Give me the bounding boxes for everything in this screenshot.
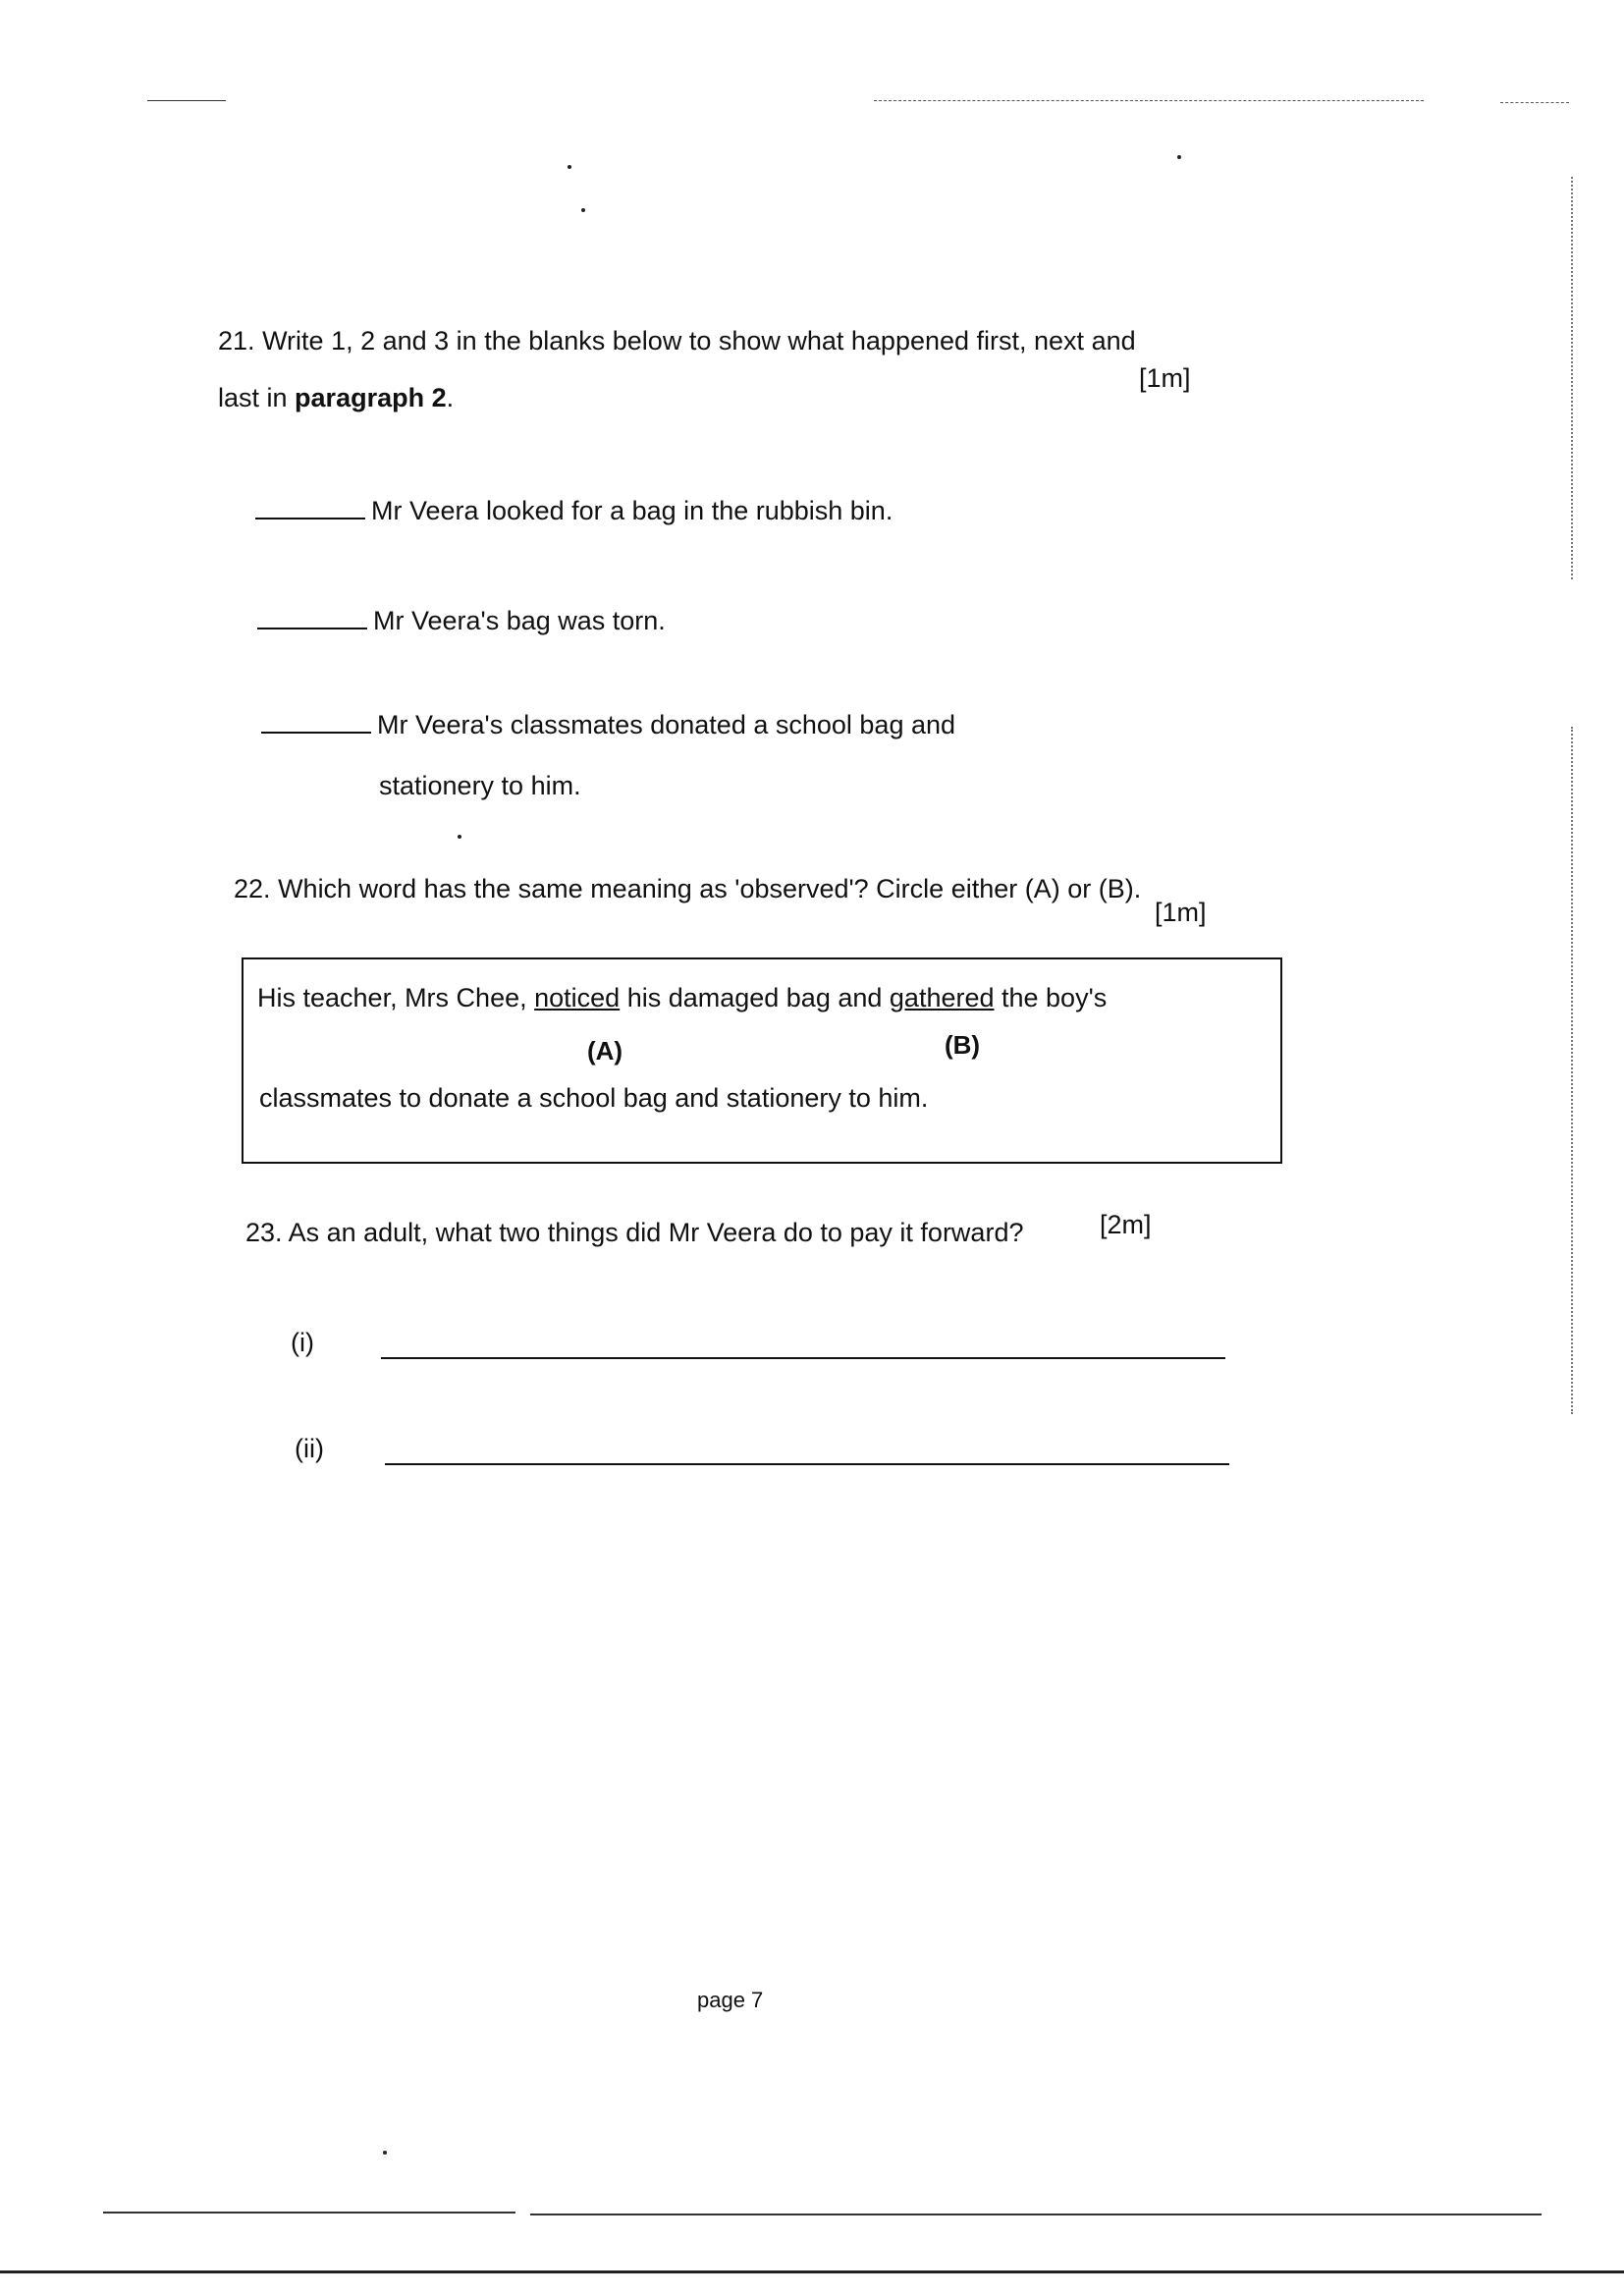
q22-passage-line2: classmates to donate a school bag and stationery to him. <box>259 1083 929 1113</box>
scan-artifact-right-edge <box>1571 727 1573 1414</box>
q22-number: 22. <box>234 874 271 903</box>
q22-marks: [1m] <box>1155 898 1207 927</box>
q22-option-b[interactable]: (B) <box>945 1030 981 1060</box>
q21-prompt-line2 <box>218 381 454 415</box>
scan-artifact-top-far-right <box>1500 102 1569 103</box>
q21-item-3-blank[interactable] <box>261 731 371 734</box>
q21-prompt-pre: last in <box>218 383 296 412</box>
q22-passage-line1 <box>257 983 1107 1013</box>
q22-passage-box <box>242 957 1282 1164</box>
scan-speck <box>383 2151 387 2155</box>
q21-number: 21. <box>218 326 255 355</box>
q21-prompt-line1 <box>218 324 1136 358</box>
q21-item-1-blank[interactable] <box>255 517 365 519</box>
q21-prompt-bold: paragraph 2 <box>295 383 447 412</box>
page-number: page 7 <box>697 1988 764 2012</box>
q21-item-3-continued: stationery to him. <box>379 771 581 800</box>
scan-speck <box>458 835 461 839</box>
q21-item-1-text: Mr Veera looked for a bag in the rubbish bin. <box>371 496 893 525</box>
scan-speck <box>1177 155 1181 159</box>
q23-number: 23. <box>245 1218 283 1247</box>
q21-item-2-text: Mr Veera's bag was torn. <box>373 606 666 635</box>
scan-artifact-bottom-edge <box>0 2270 1624 2273</box>
scan-artifact-top-right <box>874 100 1424 101</box>
q22-word-a: noticed <box>534 983 621 1012</box>
scan-speck <box>568 165 571 169</box>
q23-answer-2-label: (ii) <box>295 1434 324 1463</box>
q21-item-3 <box>261 705 955 745</box>
q23-answer-2-line[interactable] <box>385 1463 1229 1465</box>
q22-option-a[interactable]: (A) <box>587 1036 623 1066</box>
q23-answer-1-label: (i) <box>291 1328 314 1357</box>
q21-prompt: Write 1, 2 and 3 in the blanks below to show what happened first, next and <box>262 326 1136 355</box>
q21-marks: [1m] <box>1139 363 1191 393</box>
scan-artifact-right-edge <box>1571 177 1573 579</box>
q21-item-2-blank[interactable] <box>257 627 367 629</box>
scan-artifact-bottom-line <box>103 2212 515 2214</box>
q21-prompt-post: . <box>446 383 455 412</box>
q23-prompt: As an adult, what two things did Mr Veera do to pay it forward? <box>288 1218 1024 1247</box>
scan-speck <box>581 208 585 212</box>
q22-passage-mid: his damaged bag and <box>620 983 890 1012</box>
q22-prompt: Which word has the same meaning as 'observed'? Circle either (A) or (B). <box>278 874 1142 903</box>
q21-item-2 <box>257 601 666 641</box>
q21-item-3-text: Mr Veera's classmates donated a school bag and <box>377 710 956 739</box>
q21-item-1 <box>255 491 893 531</box>
scan-artifact-top-left <box>147 100 226 101</box>
q22-word-b: gathered <box>889 983 995 1012</box>
q23-marks: [2m] <box>1100 1210 1152 1239</box>
scan-artifact-bottom-line <box>530 2214 1542 2215</box>
q22-passage-post: the boy's <box>994 983 1108 1012</box>
q22-prompt-line <box>234 872 1141 906</box>
q22-passage-pre: His teacher, Mrs Chee, <box>257 983 535 1012</box>
q23-answer-1-line[interactable] <box>381 1357 1225 1359</box>
q23-prompt-line <box>245 1216 1023 1250</box>
